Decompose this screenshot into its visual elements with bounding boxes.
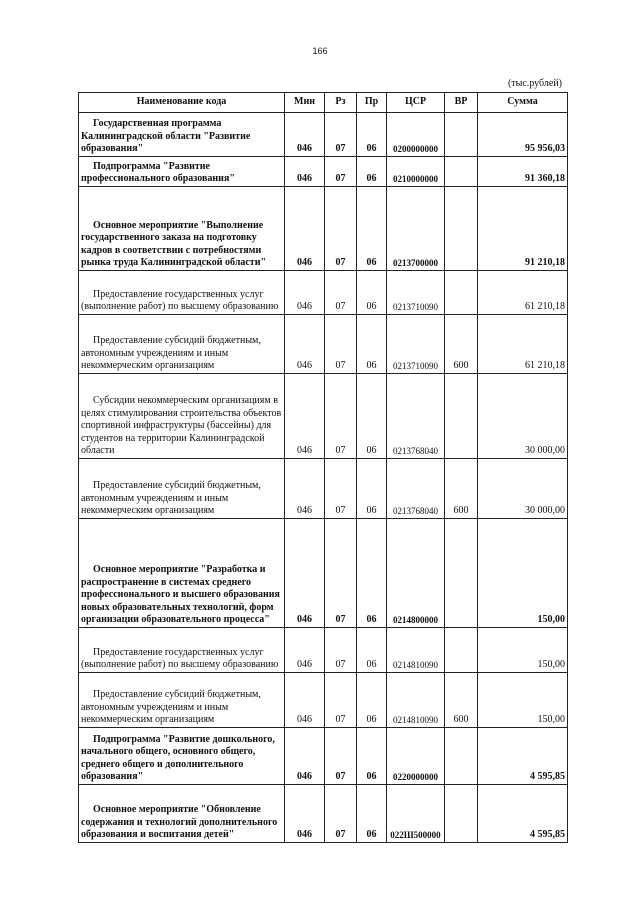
row-vr [445, 519, 478, 628]
row-min: 046 [285, 673, 325, 728]
row-rz: 07 [325, 728, 357, 785]
table-row [79, 271, 568, 315]
table-row [79, 113, 568, 157]
row-name: Подпрограмма "Развитие дошкольного, начального общего, основного общего, среднего общего и дополнительного образования" [79, 728, 285, 785]
row-rz: 07 [325, 113, 357, 157]
budget-table [78, 92, 568, 843]
row-vr [445, 628, 478, 673]
row-sum: 61 210,18 [478, 315, 568, 374]
row-csr: 0220000000 [387, 728, 445, 785]
row-pr: 06 [357, 728, 387, 785]
table-row [79, 187, 568, 271]
table-row [79, 728, 568, 785]
row-pr: 06 [357, 519, 387, 628]
table-row [79, 315, 568, 374]
row-csr: 0214810090 [387, 628, 445, 673]
row-pr: 06 [357, 374, 387, 459]
row-rz: 07 [325, 315, 357, 374]
row-name: Государственная программа Калининградской области "Развитие образования" [79, 113, 285, 157]
row-min: 046 [285, 519, 325, 628]
row-vr [445, 113, 478, 157]
row-rz: 07 [325, 673, 357, 728]
row-name: Предоставление субсидий бюджетным, автономным учреждениям и иным некоммерческим организациям [79, 315, 285, 374]
row-min: 046 [285, 728, 325, 785]
row-rz: 07 [325, 374, 357, 459]
row-sum: 30 000,00 [478, 374, 568, 459]
page-number: 166 [312, 46, 328, 56]
row-name: Предоставление государственных услуг (выполнение работ) по высшему образованию [79, 628, 285, 673]
row-vr [445, 187, 478, 271]
row-csr: 0213710090 [387, 315, 445, 374]
row-min: 046 [285, 113, 325, 157]
row-vr: 600 [445, 459, 478, 519]
row-rz: 07 [325, 271, 357, 315]
table-row [79, 785, 568, 843]
row-min: 046 [285, 628, 325, 673]
row-min: 046 [285, 374, 325, 459]
row-csr: 0213768040 [387, 374, 445, 459]
table-row [79, 459, 568, 519]
row-name: Основное мероприятие "Обновление содержания и технологий дополнительного образования и воспитания детей" [79, 785, 285, 843]
row-min: 046 [285, 459, 325, 519]
row-pr: 06 [357, 271, 387, 315]
table-row [79, 519, 568, 628]
header-name: Наименование кода [79, 93, 285, 113]
row-vr [445, 785, 478, 843]
row-name: Подпрограмма "Развитие профессионального образования" [79, 157, 285, 187]
row-min: 046 [285, 157, 325, 187]
header-pr: Пр [357, 93, 387, 113]
header-csr: ЦСР [387, 93, 445, 113]
row-rz: 07 [325, 785, 357, 843]
table-row [79, 157, 568, 187]
row-min: 046 [285, 785, 325, 843]
row-pr: 06 [357, 157, 387, 187]
row-csr: 0213710090 [387, 271, 445, 315]
header-min: Мин [285, 93, 325, 113]
row-vr [445, 157, 478, 187]
row-csr: 0200000000 [387, 113, 445, 157]
row-sum: 150,00 [478, 673, 568, 728]
row-csr: 022Ш500000 [387, 785, 445, 843]
row-sum: 30 000,00 [478, 459, 568, 519]
row-rz: 07 [325, 459, 357, 519]
row-csr: 0213700000 [387, 187, 445, 271]
row-sum: 150,00 [478, 519, 568, 628]
row-pr: 06 [357, 459, 387, 519]
row-csr: 0214800000 [387, 519, 445, 628]
row-rz: 07 [325, 187, 357, 271]
table-row [79, 628, 568, 673]
row-min: 046 [285, 187, 325, 271]
row-min: 046 [285, 315, 325, 374]
row-rz: 07 [325, 628, 357, 673]
row-pr: 06 [357, 673, 387, 728]
row-vr [445, 271, 478, 315]
table-row [79, 673, 568, 728]
row-vr [445, 728, 478, 785]
row-name: Предоставление субсидий бюджетным, автономным учреждениям и иным некоммерческим организациям [79, 459, 285, 519]
row-sum: 150,00 [478, 628, 568, 673]
row-vr: 600 [445, 315, 478, 374]
row-rz: 07 [325, 519, 357, 628]
row-name: Предоставление субсидий бюджетным, автономным учреждениям и иным некоммерческим организациям [79, 673, 285, 728]
row-sum: 61 210,18 [478, 271, 568, 315]
header-sum: Сумма [478, 93, 568, 113]
row-csr: 0214810090 [387, 673, 445, 728]
row-vr: 600 [445, 673, 478, 728]
table-header-row [79, 93, 568, 113]
row-sum: 4 595,85 [478, 728, 568, 785]
table-row [79, 374, 568, 459]
header-vr: ВР [445, 93, 478, 113]
row-sum: 91 210,18 [478, 187, 568, 271]
row-name: Субсидии некоммерческим организациям в целях стимулирования строительства объектов спортивной инфраструктуры (бассейны) для студентов на территории Калининградской области [79, 374, 285, 459]
row-name: Основное мероприятие "Выполнение государственного заказа на подготовку кадров в соответствии с потребностями рынка труда Калининградской области" [79, 187, 285, 271]
row-pr: 06 [357, 187, 387, 271]
row-name: Предоставление государственных услуг (выполнение работ) по высшему образованию [79, 271, 285, 315]
row-pr: 06 [357, 785, 387, 843]
row-pr: 06 [357, 315, 387, 374]
row-name: Основное мероприятие "Разработка и распространение в системах среднего профессионального и высшего образования новых образовательных технологий, форм организации образовательного процесса" [79, 519, 285, 628]
row-sum: 95 956,03 [478, 113, 568, 157]
row-pr: 06 [357, 628, 387, 673]
unit-note: (тыс.рублей) [507, 78, 562, 89]
row-sum: 91 360,18 [478, 157, 568, 187]
row-csr: 0213768040 [387, 459, 445, 519]
row-pr: 06 [357, 113, 387, 157]
row-sum: 4 595,85 [478, 785, 568, 843]
row-rz: 07 [325, 157, 357, 187]
row-csr: 0210000000 [387, 157, 445, 187]
row-min: 046 [285, 271, 325, 315]
header-rz: Рз [325, 93, 357, 113]
row-vr [445, 374, 478, 459]
